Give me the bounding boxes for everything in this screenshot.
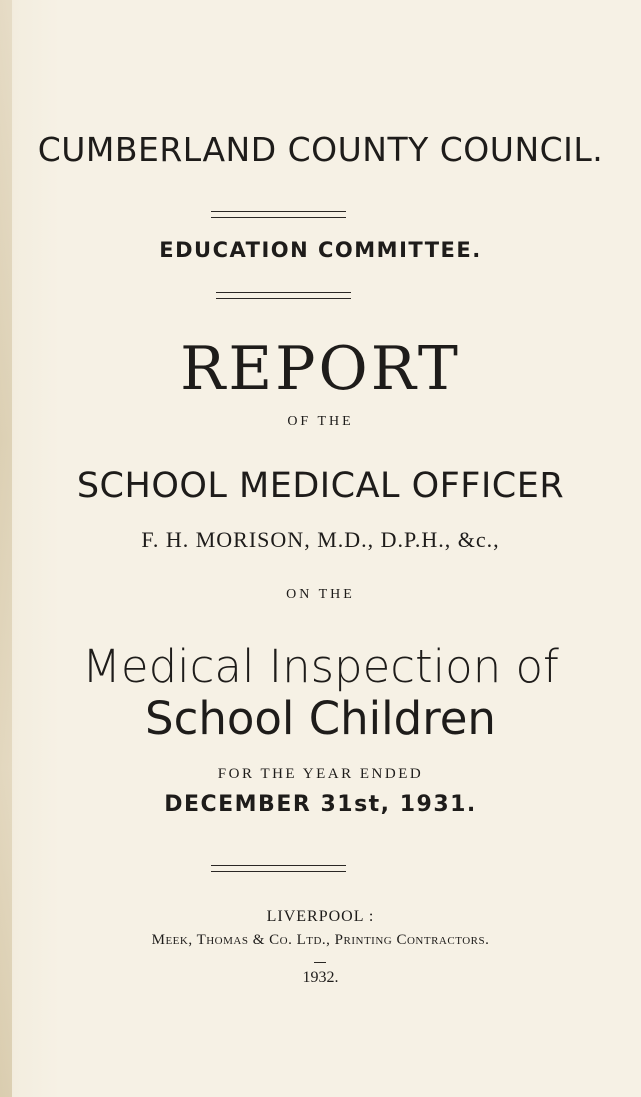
short-dash-divider: [314, 962, 326, 963]
report-title: REPORT: [180, 334, 461, 404]
printer-credit-text: Meek, Thomas & Co. Ltd., Printing Contractors.: [151, 932, 490, 948]
committee-heading: EDUCATION COMMITTEE.: [159, 238, 482, 262]
publication-place: LIVERPOOL :: [266, 908, 375, 925]
year-ended-label: FOR THE YEAR ENDED: [217, 766, 424, 782]
council-heading: CUMBERLAND COUNTY COUNCIL.: [37, 130, 604, 169]
year-ended-date: DECEMBER 31st, 1931.: [164, 792, 477, 817]
of-the-text: OF THE: [287, 414, 354, 429]
subject-line-2: School Children: [145, 692, 496, 745]
publication-year: 1932.: [302, 969, 339, 986]
officer-title: SCHOOL MEDICAL OFFICER: [76, 466, 565, 506]
on-the-text: ON THE: [286, 587, 355, 602]
double-rule-divider: [211, 865, 346, 872]
printer-credit: [0, 932, 641, 949]
double-rule-divider: [216, 292, 351, 299]
officer-name: F. H. MORISON, M.D., D.P.H., &c.,: [141, 527, 500, 552]
double-rule-divider: [211, 211, 346, 218]
subject-line-1: Medical Inspection of: [82, 640, 559, 693]
